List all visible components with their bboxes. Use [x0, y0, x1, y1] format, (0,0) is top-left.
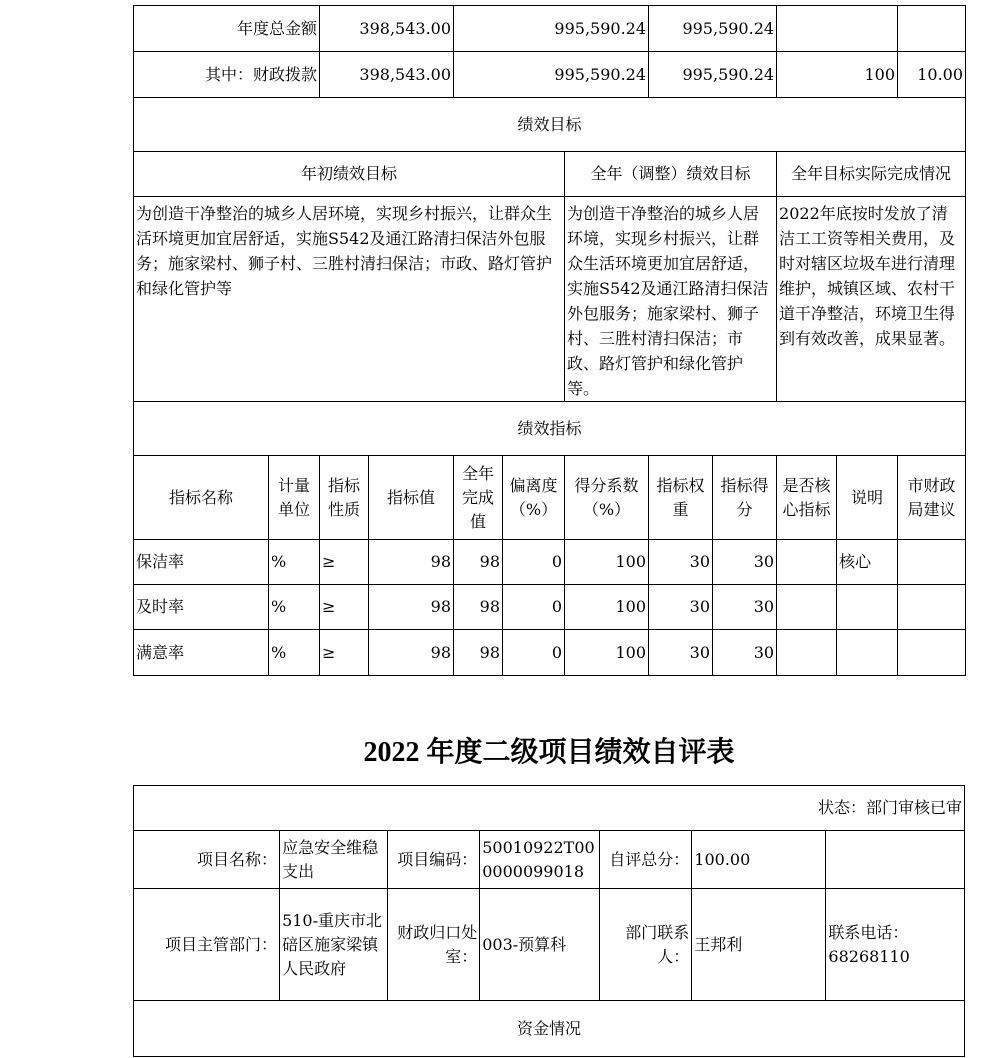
- amount-cell: 398,543.00: [320, 52, 454, 98]
- contact-label: 部门联系人：: [600, 889, 692, 1001]
- indicator-nature: ≥: [320, 540, 369, 585]
- indicator-nature: ≥: [320, 585, 369, 630]
- project-code-label: 项目编码：: [388, 831, 480, 889]
- goal-text-row: [134, 197, 966, 402]
- row-label: 其中：财政拨款: [134, 52, 320, 98]
- col-header: 全年完成值: [454, 456, 503, 540]
- indicator-nature: ≥: [320, 630, 369, 676]
- indicator-name: 保洁率: [134, 540, 269, 585]
- col-header: 计量单位: [269, 456, 320, 540]
- goal-text-adjusted: 为创造干净整治的城乡人居环境，实现乡村振兴，让群众生活环境更加宜居舒适，实施S542及通江路清扫保洁外包服务；施家梁村、狮子村、三胜村清扫保洁；市政、路灯管护和绿化管护等。: [565, 197, 777, 402]
- indicator-score: 30: [713, 630, 777, 676]
- indicator-target: 98: [369, 585, 454, 630]
- indicator-cols-row: [134, 456, 966, 540]
- amount-row-total: [134, 6, 966, 52]
- self-score: 100.00: [692, 831, 826, 889]
- indicator-unit: %: [269, 630, 320, 676]
- goal-text-initial: 为创造干净整治的城乡人居环境，实现乡村振兴，让群众生活环境更加宜居舒适，实施S542及通江路清扫保洁外包服务；施家梁村、狮子村、三胜村清扫保洁；市政、路灯管护和绿化管护等: [134, 197, 565, 402]
- indicator-coefficient: 100: [565, 540, 649, 585]
- indicator-name: 满意率: [134, 630, 269, 676]
- indicator-coefficient: 100: [565, 630, 649, 676]
- indicator-name: 及时率: [134, 585, 269, 630]
- finance: 003-预算科: [480, 889, 600, 1001]
- amount-cell: 995,590.24: [649, 6, 777, 52]
- indicators-header-row: [134, 402, 966, 456]
- indicator-weight: 30: [649, 630, 713, 676]
- goal-text-actual: 2022年底按时发放了清洁工工资等相关费用，及时对辖区垃圾车进行清理维护，城镇区域、农村干道干净整洁，环境卫生得到有效改善，成果显著。: [777, 197, 966, 402]
- indicator-actual: 98: [454, 630, 503, 676]
- self-score-label: 自评总分：: [600, 831, 692, 889]
- indicator-note: [837, 630, 898, 676]
- status-badge: 状态：部门审核已审: [134, 786, 965, 831]
- performance-table-upper: [133, 5, 966, 676]
- table-row: [134, 540, 966, 585]
- goals-header: 绩效目标: [134, 98, 966, 152]
- indicator-core: [777, 630, 837, 676]
- amount-cell: [898, 6, 966, 52]
- self-evaluation-form: [133, 785, 965, 1057]
- amount-cell: 398,543.00: [320, 6, 454, 52]
- col-header: 指标值: [369, 456, 454, 540]
- phone-cell: [826, 889, 965, 1001]
- indicator-actual: 98: [454, 540, 503, 585]
- page-title: 2022 年度二级项目绩效自评表: [363, 737, 735, 768]
- amount-cell: 10.00: [898, 52, 966, 98]
- indicator-actual: 98: [454, 585, 503, 630]
- indicator-deviation: 0: [503, 630, 565, 676]
- indicator-coefficient: 100: [565, 585, 649, 630]
- col-header: 得分系数（%）: [565, 456, 649, 540]
- col-header: 指标性质: [320, 456, 369, 540]
- col-header: 市财政局建议: [898, 456, 966, 540]
- goals-header-row: [134, 98, 966, 152]
- indicator-weight: 30: [649, 585, 713, 630]
- indicator-weight: 30: [649, 540, 713, 585]
- indicator-score: 30: [713, 540, 777, 585]
- indicator-note: [837, 585, 898, 630]
- project-code: 50010922T000000099018: [480, 831, 600, 889]
- indicator-target: 98: [369, 630, 454, 676]
- indicator-unit: %: [269, 585, 320, 630]
- amount-row-fiscal: [134, 52, 966, 98]
- phone-label: 联系电话：: [828, 922, 909, 942]
- indicator-advice: [898, 540, 966, 585]
- col-header: 说明: [837, 456, 898, 540]
- goal-cols-row: [134, 152, 966, 197]
- empty-cell: [826, 831, 965, 889]
- department-row: [134, 889, 965, 1001]
- goal-col-adjusted: 全年（调整）绩效目标: [565, 152, 777, 197]
- funds-header-row: [134, 1001, 965, 1057]
- funds-header: 资金情况: [134, 1001, 965, 1057]
- amount-cell: [777, 6, 898, 52]
- col-header: 指标名称: [134, 456, 269, 540]
- row-label: 年度总金额: [134, 6, 320, 52]
- project-name: 应急安全维稳支出: [280, 831, 388, 889]
- table-row: [134, 630, 966, 676]
- dept: 510-重庆市北碚区施家梁镇人民政府: [280, 889, 388, 1001]
- status-row: [134, 786, 965, 831]
- indicator-deviation: 0: [503, 540, 565, 585]
- goal-col-actual: 全年目标实际完成情况: [777, 152, 966, 197]
- project-name-label: 项目名称：: [134, 831, 280, 889]
- amount-cell: 995,590.24: [649, 52, 777, 98]
- col-header: 指标权重: [649, 456, 713, 540]
- dept-label: 项目主管部门：: [134, 889, 280, 1001]
- col-header: 是否核心指标: [777, 456, 837, 540]
- indicator-score: 30: [713, 585, 777, 630]
- amount-cell: 995,590.24: [454, 52, 649, 98]
- indicator-core: [777, 585, 837, 630]
- indicator-core: [777, 540, 837, 585]
- indicator-target: 98: [369, 540, 454, 585]
- finance-label: 财政归口处室：: [388, 889, 480, 1001]
- goal-col-initial: 年初绩效目标: [134, 152, 565, 197]
- col-header: 偏离度（%）: [503, 456, 565, 540]
- phone: 68268110: [828, 946, 910, 966]
- amount-cell: 995,590.24: [454, 6, 649, 52]
- indicator-advice: [898, 630, 966, 676]
- indicator-advice: [898, 585, 966, 630]
- indicator-deviation: 0: [503, 585, 565, 630]
- indicators-header: 绩效指标: [134, 402, 966, 456]
- indicator-unit: %: [269, 540, 320, 585]
- indicator-note: 核心: [837, 540, 898, 585]
- amount-cell: 100: [777, 52, 898, 98]
- table-row: [134, 585, 966, 630]
- project-row: [134, 831, 965, 889]
- contact: 王邦利: [692, 889, 826, 1001]
- col-header: 指标得分: [713, 456, 777, 540]
